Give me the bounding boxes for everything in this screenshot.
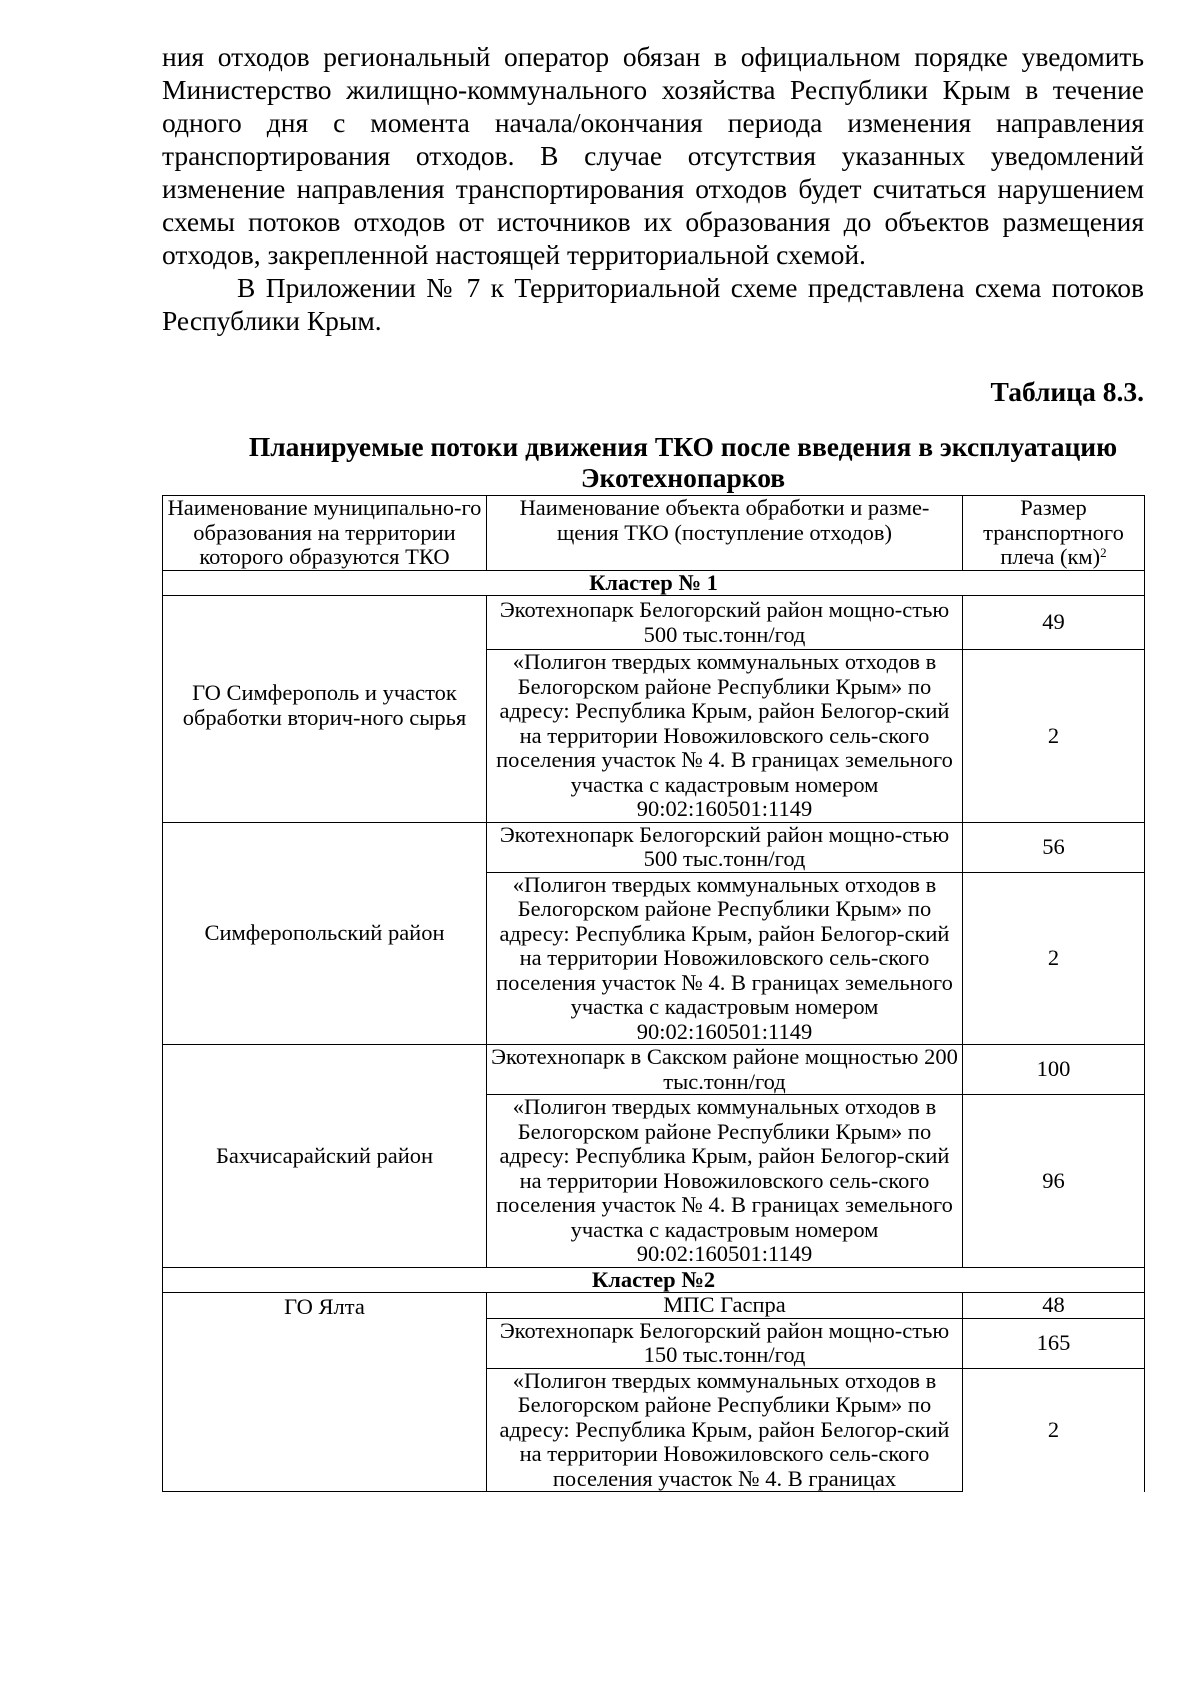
footnote-mark: 2 bbox=[1100, 545, 1107, 560]
cluster-label: Кластер № 1 bbox=[163, 570, 1145, 596]
distance-cell: 2 bbox=[963, 1368, 1145, 1492]
object-cell: «Полигон твердых коммунальных отходов в Белогорском районе Республики Крым» по адресу: Республика Крым, район Белогор-ский на территории Новожиловского сель-ского поселения участок № 4. В границах земельного участка с кадастровым номером 90:02:160501:1149 bbox=[487, 872, 963, 1045]
object-cell: Экотехнопарк в Сакском районе мощностью 200 тыс.тонн/год bbox=[487, 1045, 963, 1095]
table-row bbox=[163, 822, 1145, 872]
table-row bbox=[163, 596, 1145, 650]
cluster-label: Кластер №2 bbox=[163, 1267, 1145, 1293]
distance-cell: 56 bbox=[963, 822, 1145, 872]
distance-cell: 49 bbox=[963, 596, 1145, 650]
object-cell: «Полигон твердых коммунальных отходов в Белогорском районе Республики Крым» по адресу: Республика Крым, район Белогор-ский на территории Новожиловского сель-ского поселения участок № 4. В границах bbox=[487, 1368, 963, 1492]
object-cell: Экотехнопарк Белогорский район мощно-стью 500 тыс.тонн/год bbox=[487, 822, 963, 872]
waste-flow-table bbox=[162, 495, 1145, 1492]
table-title: Планируемые потоки движения ТКО после введения в эксплуатацию Экотехнопарков bbox=[248, 431, 1118, 493]
municipality-cell: ГО Симферополь и участок обработки вторич-ного сырья bbox=[163, 596, 487, 823]
header-distance bbox=[963, 496, 1145, 571]
distance-cell: 165 bbox=[963, 1318, 1145, 1368]
header-object: Наименование объекта обработки и разме-щения ТКО (поступление отходов) bbox=[487, 496, 963, 571]
cluster-row bbox=[163, 570, 1145, 596]
table-label: Таблица 8.3. bbox=[990, 376, 1144, 407]
distance-cell: 48 bbox=[963, 1293, 1145, 1319]
object-cell: Экотехнопарк Белогорский район мощно-стью 500 тыс.тонн/год bbox=[487, 596, 963, 650]
header-municipality: Наименование муниципально-го образования на территории которого образуются ТКО bbox=[163, 496, 487, 571]
object-cell: «Полигон твердых коммунальных отходов в Белогорском районе Республики Крым» по адресу: Республика Крым, район Белогор-ский на территории Новожиловского сель-ского поселения участок № 4. В границах земельного участка с кадастровым номером 90:02:160501:1149 bbox=[487, 650, 963, 823]
paragraph: В Приложении № 7 к Территориальной схеме представлена схема потоков Республики Крым. bbox=[162, 272, 1144, 336]
table-row bbox=[163, 1293, 1145, 1319]
paragraph: ния отходов региональный оператор обязан в официальном порядке уведомить Министерство жилищно-коммунального хозяйства Республики Крым в течение одного дня с момента начала/окончания периода изменения направления транспортирования отходов. В случае отсутствия указанных уведомлений изменение направления транспортирования отходов будет считаться нарушением схемы потоков отходов от источников их образования до объектов размещения отходов, закрепленной настоящей территориальной схемой. bbox=[162, 41, 1144, 270]
object-cell: «Полигон твердых коммунальных отходов в Белогорском районе Республики Крым» по адресу: Республика Крым, район Белогор-ский на территории Новожиловского сель-ского поселения участок № 4. В границах земельного участка с кадастровым номером 90:02:160501:1149 bbox=[487, 1095, 963, 1268]
table-header-row bbox=[163, 496, 1145, 571]
municipality-cell: Симферопольский район bbox=[163, 822, 487, 1045]
distance-cell: 96 bbox=[963, 1095, 1145, 1268]
distance-cell: 100 bbox=[963, 1045, 1145, 1095]
table-row bbox=[163, 1045, 1145, 1095]
object-cell: Экотехнопарк Белогорский район мощно-стью 150 тыс.тонн/год bbox=[487, 1318, 963, 1368]
object-cell: МПС Гаспра bbox=[487, 1293, 963, 1319]
distance-cell: 2 bbox=[963, 872, 1145, 1045]
cluster-row bbox=[163, 1267, 1145, 1293]
distance-cell: 2 bbox=[963, 650, 1145, 823]
municipality-cell: ГО Ялта bbox=[163, 1293, 487, 1492]
header-distance-label: Размер транспортного плеча (км) bbox=[983, 495, 1124, 569]
municipality-cell: Бахчисарайский район bbox=[163, 1045, 487, 1268]
document-page bbox=[162, 40, 1144, 1492]
